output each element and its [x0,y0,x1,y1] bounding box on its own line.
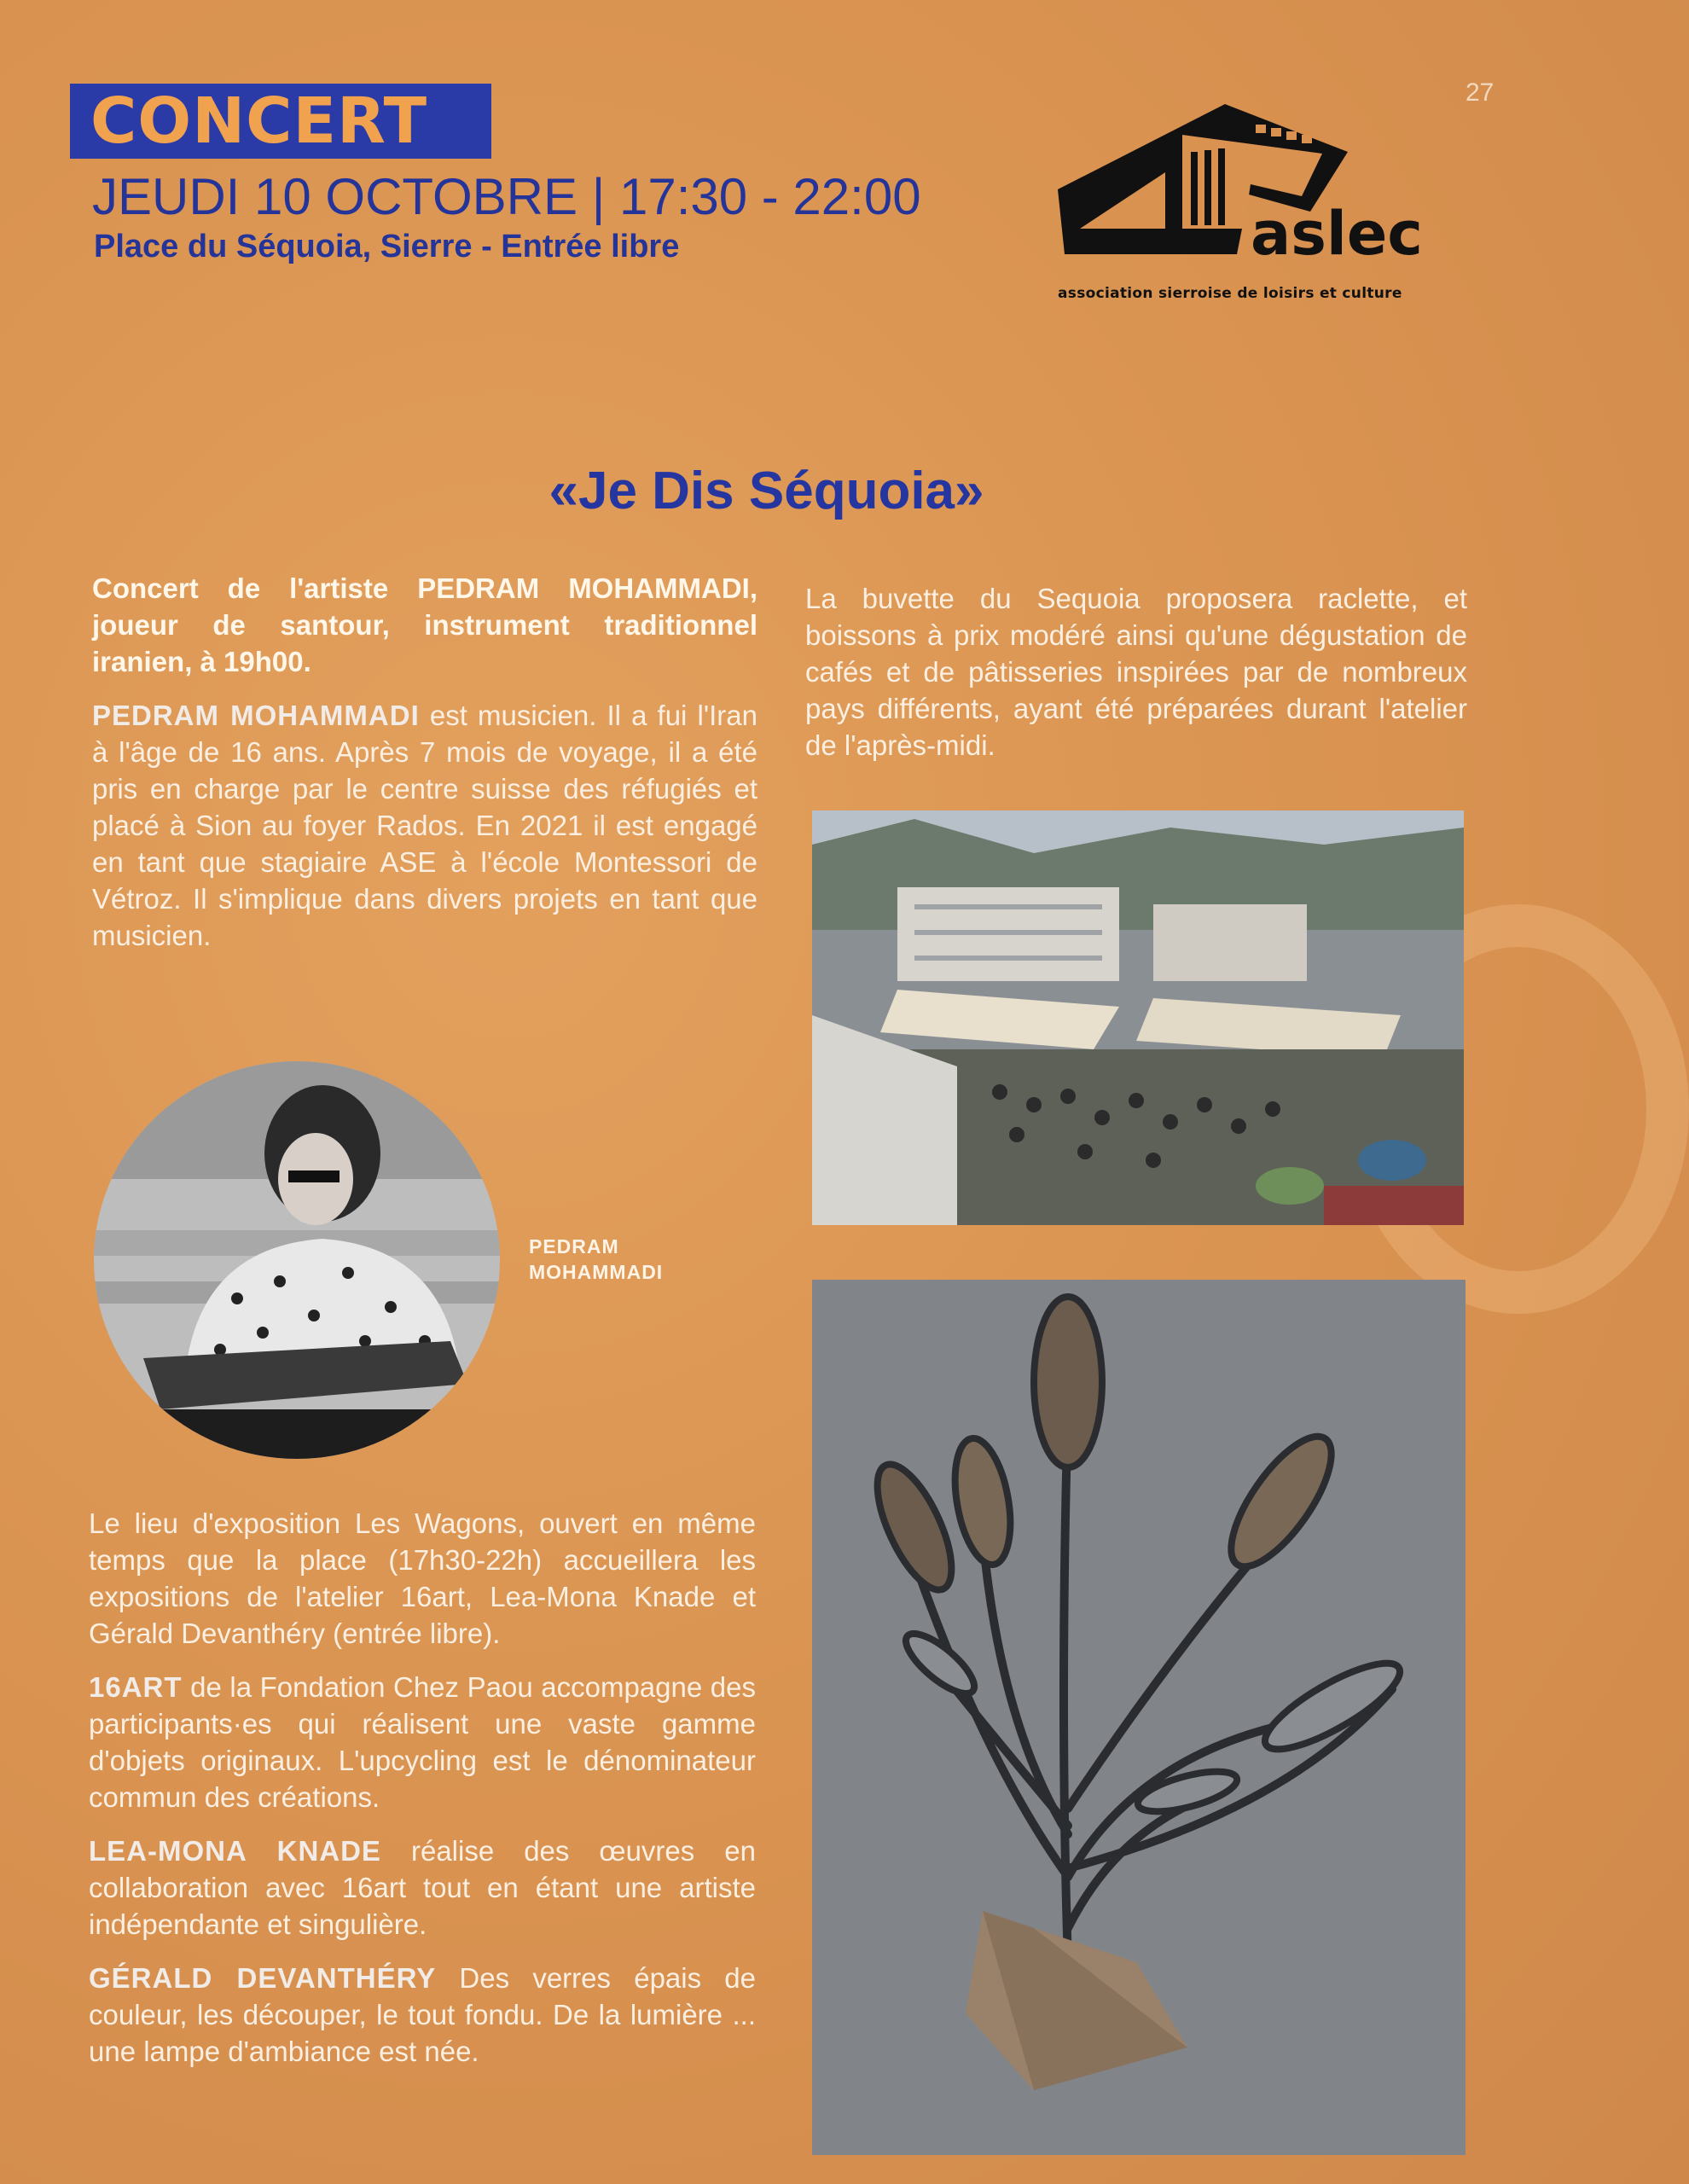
gerald-name: GÉRALD DEVANTHÉRY [89,1962,437,1994]
lea-name: LEA-MONA KNADE [89,1835,381,1867]
logo-tagline: association sierroise de loisirs et culture [1058,285,1402,302]
market-photo [812,810,1464,1225]
gerald-paragraph [89,1960,756,2070]
page-title: «Je Dis Séquoia» [548,462,984,520]
lea-text: réalise des œuvres en collaboration avec 16art tout en étant une artiste indépendante et singulière. [89,1835,757,1940]
right-column-top [805,580,1467,781]
event-place: Place du Séquoia, Sierre - Entrée libre [94,229,680,264]
left-column-top [92,570,757,971]
art16-text: de la Fondation Chez Paou accompagne des participants·es qui réalisent une vaste gamme d'objets originaux. L'upcycling est le dénominateur commun des créations. [89,1671,756,1813]
expo-paragraph: Le lieu d'exposition Les Wagons, ouvert en même temps que la place (17h30-22h) accueillera les expositions de l'atelier 16art, Lea-Mona Knade et Gérald Devanthéry (entrée libre). [89,1507,756,1649]
page-number: 27 [1466,78,1495,107]
logo-wordmark: aslec [1251,199,1423,269]
category-label: CONCERT [70,84,491,159]
bio-text: est musicien. Il a fui l'Iran à l'âge de 16 ans. Après 7 mois de voyage, il a été pris en charge par le centre suisse des réfugiés et placé à Sion au foyer Rados. En 2021 il est engagé en tant que stagiaire ASE à l'école Montessori de Vétroz. Il s'implique dans divers projets en tant que musicien. [92,700,757,951]
bio-paragraph [92,697,757,954]
portrait-photo [92,1060,502,1461]
left-column-bottom [89,1505,756,2087]
buvette-paragraph: La buvette du Sequoia proposera raclette, et boissons à prix modéré ainsi qu'une dégustation de cafés et de pâtisseries inspirées par de nombreux pays différents, ayant été préparées durant l'atelier de l'après-midi. [805,583,1467,761]
gerald-text: Des verres épais de couleur, les découper, le tout fondu. De la lumière ... une lampe d'ambiance est née. [89,1962,757,2067]
bio-name: PEDRAM MOHAMMADI [92,700,420,731]
aslec-logo [1054,101,1423,314]
sculpture-photo [812,1280,1466,2155]
art16-paragraph [89,1669,756,1815]
caption-line-1: PEDRAM [529,1235,619,1258]
art16-name: 16ART [89,1671,183,1703]
intro-paragraph: Concert de l'artiste PEDRAM MOHAMMADI, joueur de santour, instrument traditionnel iranien, à 19h00. [92,572,757,677]
event-date-time: JEUDI 10 OCTOBRE | 17:30 - 22:00 [92,168,921,225]
lea-paragraph [89,1833,756,1943]
caption-line-2: MOHAMMADI [529,1261,664,1283]
portrait-caption [529,1234,663,1285]
